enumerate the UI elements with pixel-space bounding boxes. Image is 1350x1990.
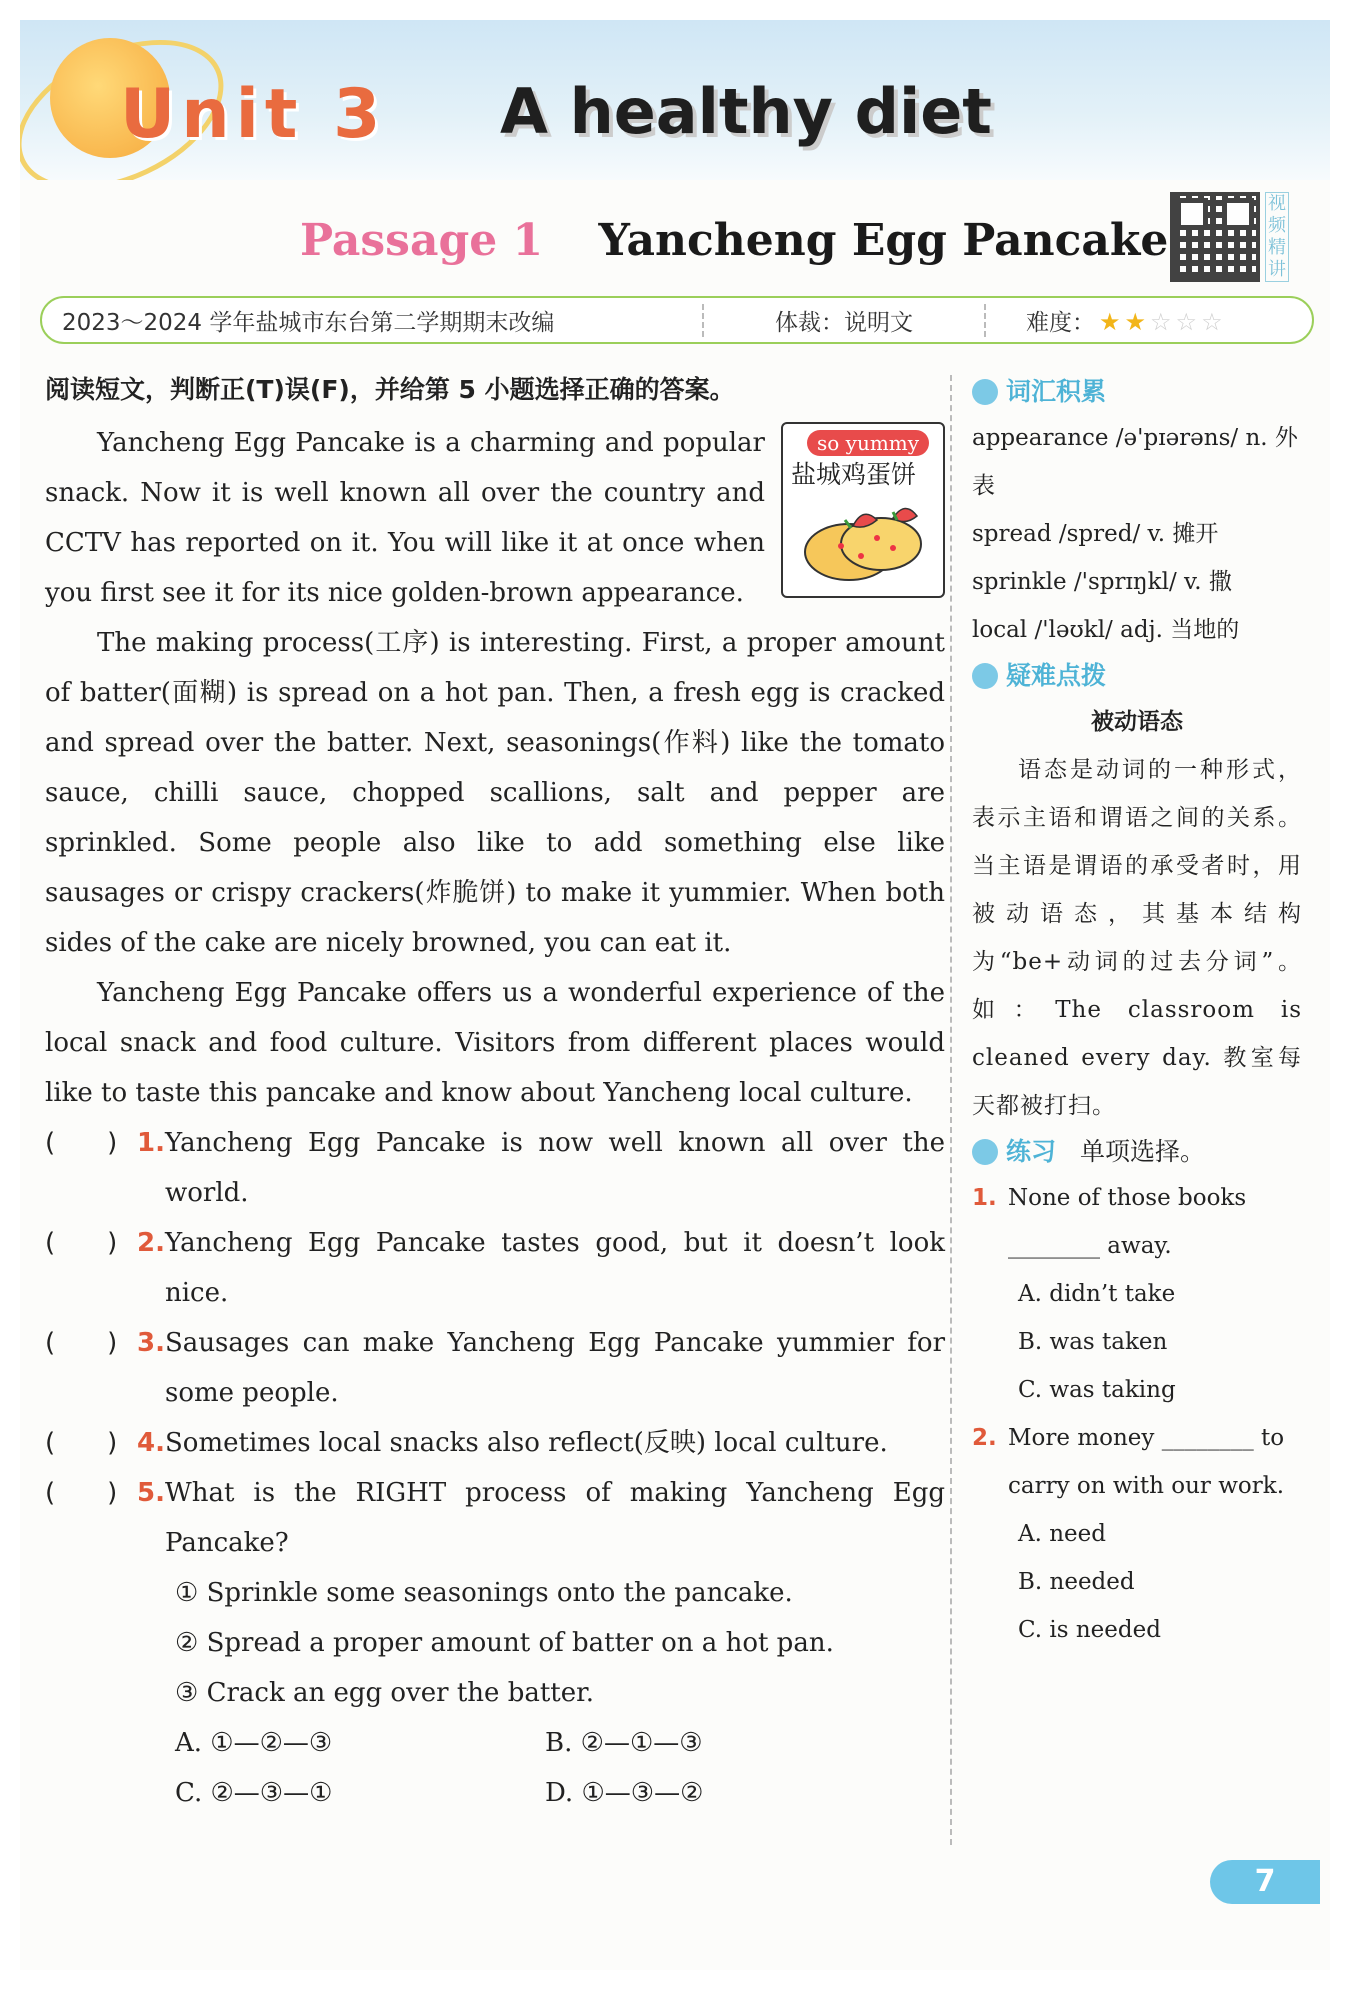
question-number: 4.	[137, 1428, 165, 1458]
vocab-list	[972, 414, 1302, 654]
exercise	[972, 1414, 1302, 1654]
process-step: ② Spread a proper amount of batter on a hot pan.	[175, 1628, 834, 1658]
answer-option[interactable]: C. ②—③—①	[175, 1778, 333, 1808]
vocab-item: spread /spred/ v. 摊开	[972, 521, 1219, 547]
info-bar	[40, 296, 1314, 344]
question	[45, 1218, 945, 1318]
pancake-picture	[781, 422, 945, 598]
exercise-number: 1.	[972, 1185, 997, 1211]
pencil-icon	[972, 663, 998, 689]
page	[20, 20, 1330, 1970]
speech-bubble: so yummy	[807, 430, 929, 456]
sidebar	[972, 370, 1302, 1654]
paragraph: Yancheng Egg Pancake offers us a wonderful experience of the local snack and food culture. Visitors from different places would like to taste this pancake and know about Yancheng local culture.	[45, 978, 945, 1108]
exercise-option[interactable]: C. was taking	[1018, 1377, 1176, 1403]
star-rating	[1095, 307, 1223, 336]
question	[45, 1318, 945, 1418]
exercise-number: 2.	[972, 1425, 997, 1451]
process-step: ① Sprinkle some seasonings onto the pancake.	[175, 1578, 793, 1608]
passage-heading	[300, 215, 1168, 266]
answer-option[interactable]: A. ①—②—③	[175, 1728, 333, 1758]
star-filled-icon: ★	[1124, 307, 1147, 336]
question-number: 5.	[137, 1478, 165, 1508]
answer-options	[45, 1718, 945, 1818]
unit-title: A healthy diet	[500, 75, 992, 148]
pancake-icon	[801, 500, 927, 605]
difficulty-rating	[986, 304, 1223, 337]
question-text: Sausages can make Yancheng Egg Pancake yummier for some people.	[165, 1328, 945, 1408]
answer-option[interactable]: D. ①—③—②	[545, 1778, 704, 1808]
star-empty-icon: ☆	[1201, 307, 1223, 336]
exercise-option[interactable]: A. didn’t take	[1018, 1281, 1176, 1307]
practice-subtitle: 单项选择。	[1080, 1137, 1206, 1166]
question-number: 3.	[137, 1328, 165, 1358]
difficulty-label: 难度：	[1026, 309, 1095, 336]
tips-heading: 疑难点拨	[972, 654, 1302, 698]
paragraph	[45, 418, 945, 618]
answer-blank[interactable]: ( )	[45, 1328, 118, 1358]
exercise-option[interactable]: B. was taken	[1018, 1329, 1168, 1355]
exercise-stem: None of those books ________ away.	[1008, 1185, 1247, 1259]
process-step: ③ Crack an egg over the batter.	[175, 1678, 594, 1708]
vocab-item: appearance /ə'pɪərəns/ n. 外表	[972, 425, 1298, 499]
question-text: Sometimes local snacks also reflect(反映) local culture.	[165, 1428, 888, 1458]
paragraph-text: Yancheng Egg Pancake is a charming and popular snack. Now it is well known all over the country and CCTV has reported on it. You will like it at once when you first see it for its nice golden-brown appearance.	[45, 428, 765, 608]
exercise-stem: More money ________ to carry on with our work.	[1008, 1425, 1285, 1499]
main-column	[45, 370, 945, 1818]
pen-icon	[972, 1139, 998, 1165]
question-text: What is the RIGHT process of making Yancheng Egg Pancake?	[165, 1478, 945, 1558]
unit-banner	[20, 20, 1330, 180]
grammar-title: 被动语态	[1091, 709, 1183, 735]
vocab-item: sprinkle /'sprɪŋkl/ v. 撒	[972, 569, 1232, 595]
picture-caption: 盐城鸡蛋饼	[791, 460, 917, 489]
exercise-option[interactable]: A. need	[1018, 1521, 1106, 1547]
question-number: 2.	[137, 1228, 165, 1258]
source-text: 2023～2024 学年盐城市东台第二学期期末改编	[42, 304, 704, 337]
qr-code-icon[interactable]	[1170, 192, 1260, 282]
exercise-option[interactable]: C. is needed	[1018, 1617, 1161, 1643]
question-text: Yancheng Egg Pancake is now well known all over the world.	[165, 1128, 945, 1208]
answer-blank[interactable]: ( )	[45, 1478, 118, 1508]
paragraph: The making process(工序) is interesting. First, a proper amount of batter(面糊) is spread on a hot pan. Then, a fresh egg is cracked and spread over the batter. Next, seasonings(作料) like the tomato sauce, chilli sauce, chopped scallions, salt and pepper are sprinkled. Some people also like to add something else like sausages or crispy crackers(炸脆饼) to make it yummier. When both sides of the cake are nicely browned, you can eat it.	[45, 628, 945, 958]
genre-text: 体裁：说明文	[704, 304, 986, 337]
column-divider	[950, 375, 952, 1845]
video-lesson-label: 视频精讲	[1265, 192, 1289, 282]
passage-title: Yancheng Egg Pancake	[598, 215, 1169, 266]
grammar-text: 语态是动词的一种形式，表示主语和谓语之间的关系。当主语是谓语的承受者时，用被动语态，其基本结构为“be+动词的过去分词”。如：The classroom is cleaned every day. 教室每天都被打扫。	[972, 757, 1302, 1119]
star-empty-icon: ☆	[1175, 307, 1198, 336]
practice-heading: 练习 单项选择。	[972, 1130, 1302, 1174]
passage-label: Passage 1	[300, 215, 544, 266]
vocab-item: local /'ləʊkl/ adj. 当地的	[972, 617, 1240, 643]
answer-option[interactable]: B. ②—①—③	[545, 1728, 703, 1758]
process-steps	[45, 1568, 945, 1718]
qr-code[interactable]	[1170, 192, 1290, 282]
page-number: 7	[1210, 1860, 1320, 1904]
question-text: Yancheng Egg Pancake tastes good, but it doesn’t look nice.	[165, 1228, 945, 1308]
answer-blank[interactable]: ( )	[45, 1428, 118, 1458]
star-empty-icon: ☆	[1150, 307, 1172, 336]
book-icon	[972, 379, 998, 405]
question	[45, 1418, 945, 1468]
answer-blank[interactable]: ( )	[45, 1128, 118, 1158]
star-filled-icon: ★	[1099, 307, 1121, 336]
question	[45, 1118, 945, 1218]
exercise	[972, 1174, 1302, 1414]
instruction: 阅读短文，判断正(T)误(F)，并给第 5 小题选择正确的答案。	[45, 375, 735, 404]
unit-label: Unit 3	[120, 75, 387, 154]
answer-blank[interactable]: ( )	[45, 1228, 118, 1258]
vocab-heading: 词汇积累	[972, 370, 1302, 414]
question	[45, 1468, 945, 1568]
exercise-option[interactable]: B. needed	[1018, 1569, 1135, 1595]
question-number: 1.	[137, 1128, 165, 1158]
